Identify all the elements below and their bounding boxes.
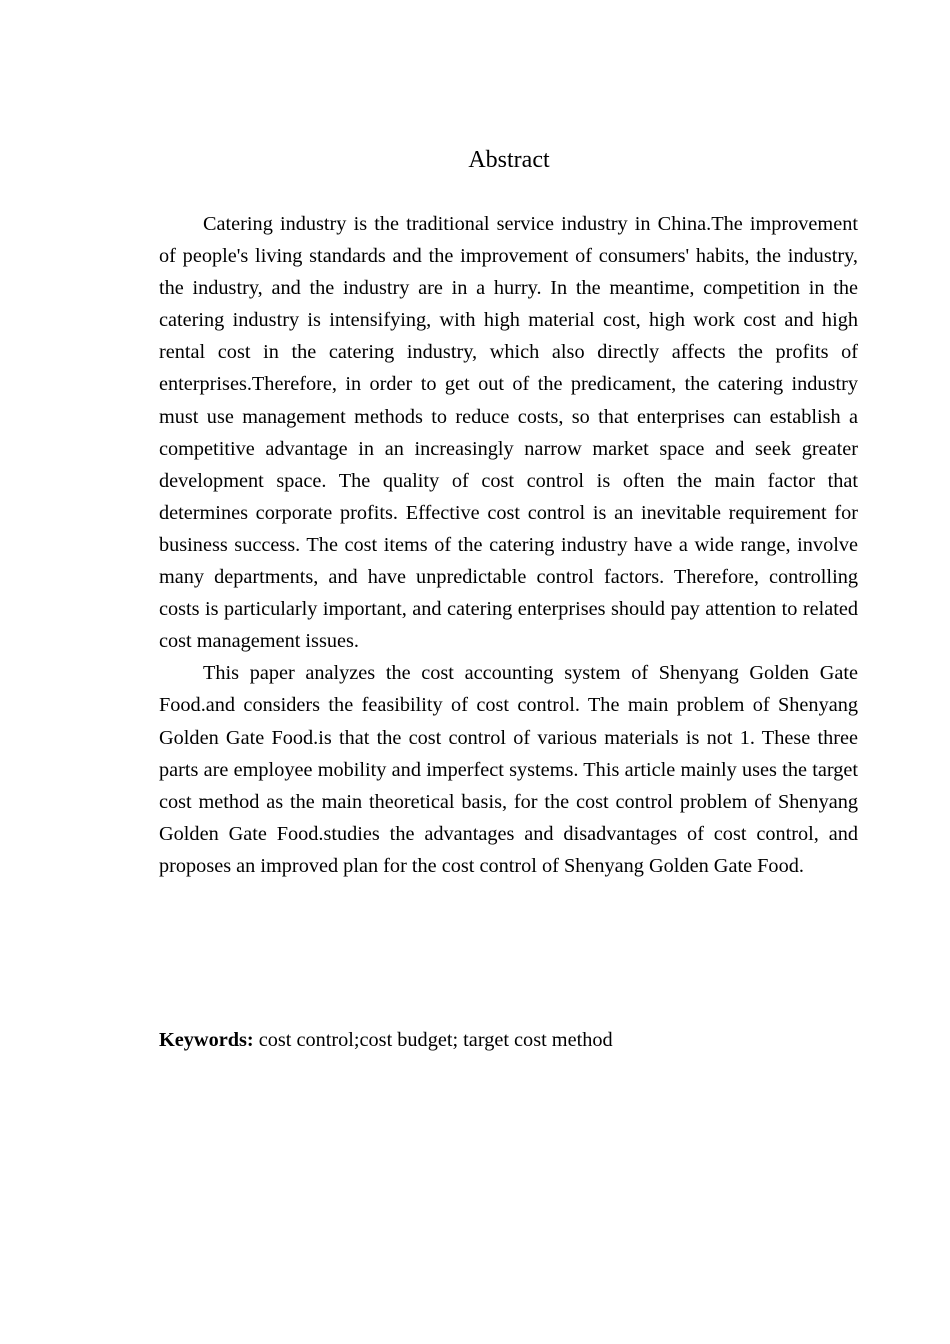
keywords-text: cost control;cost budget; target cost method: [253, 1029, 613, 1051]
abstract-title: Abstract: [468, 147, 550, 173]
abstract-paragraph-2: This paper analyzes the cost accounting system of Shenyang Golden Gate Food.and considers the feasibility of cost control. The main problem of Shenyang Golden Gate Food.is that the cost control of various materials is not 1. These three parts are employee mobility and imperfect systems. This article mainly uses the target cost method as the main theoretical basis, for the cost control problem of Shenyang Golden Gate Food.studies the advantages and disadvantages of cost control, and proposes an improved plan for the cost control of Shenyang Golden Gate Food.: [159, 662, 858, 877]
keywords-line: [159, 1024, 858, 1056]
keywords-label: Keywords:: [159, 1029, 254, 1051]
abstract-body: [159, 208, 858, 882]
abstract-paragraph-1: Catering industry is the traditional service industry in China.The improvement of people's living standards and the improvement of consumers' habits, the industry, the industry, and the industry are in a hurry. In the meantime, competition in the catering industry is intensifying, with high material cost, high work cost and high rental cost in the catering industry, which also directly affects the profits of enterprises.Therefore, in order to get out of the predicament, the catering industry must use management methods to reduce costs, so that enterprises can establish a competitive advantage in an increasingly narrow market space and seek greater development space. The quality of cost control is often the main factor that determines corporate profits. Effective cost control is an inevitable requirement for business success. The cost items of the catering industry have a wide range, involve many departments, and have unpredictable control factors. Therefore, controlling costs is particularly important, and catering enterprises should pay attention to related cost management issues.: [159, 213, 858, 653]
